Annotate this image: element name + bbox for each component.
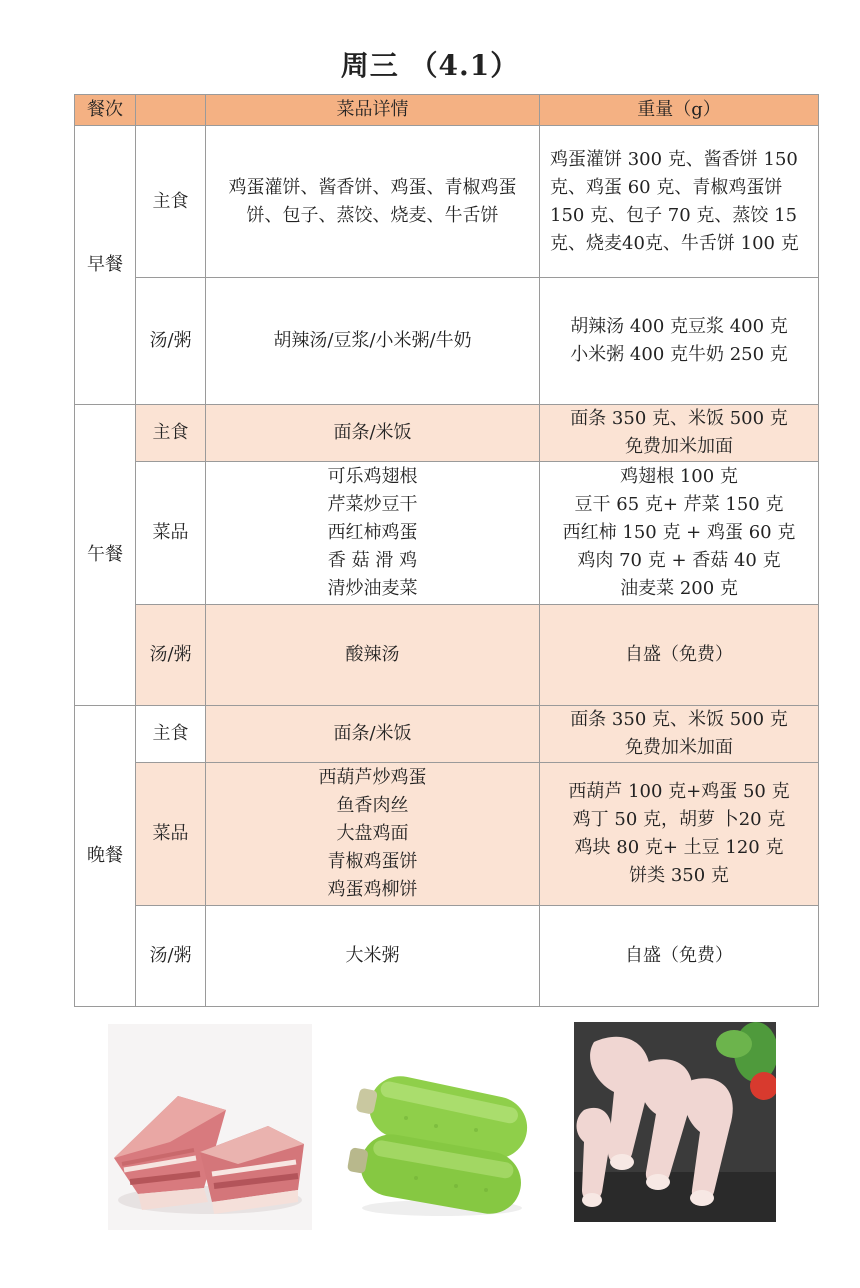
weight-line: 鸡丁 50 克，胡萝 卜20 克 [572, 809, 786, 830]
category-cell: 汤/粥 [136, 906, 206, 1007]
meal-lunch: 午餐 [75, 405, 136, 706]
dish-line: 清炒油麦菜 [327, 578, 418, 599]
weight-line: 克、鸡蛋 60 克、青椒鸡蛋饼 [550, 176, 783, 198]
header-meal: 餐次 [75, 95, 136, 126]
weight-cell [540, 126, 819, 278]
category-cell: 汤/粥 [136, 605, 206, 706]
weight-line: 面条 350 克、米饭 500 克 [570, 408, 788, 429]
weight-line: 胡辣汤 400 克豆浆 400 克 [570, 316, 788, 337]
table-row [75, 405, 819, 462]
table-row [75, 278, 819, 405]
dish-line: 香 菇 滑 鸡 [327, 550, 418, 571]
dish-cell: 大米粥 [206, 906, 540, 1007]
dish-cell [206, 126, 540, 278]
page-title: 周三 （4.1） [340, 49, 520, 82]
zucchini-image [346, 1068, 536, 1218]
category-cell: 主食 [136, 405, 206, 462]
dish-line: 鸡蛋鸡柳饼 [327, 879, 418, 900]
weight-line: 西葫芦 100 克+鸡蛋 50 克 [568, 781, 790, 802]
dish-cell: 面条/米饭 [206, 405, 540, 462]
meal-dinner: 晚餐 [75, 706, 136, 1007]
dish-line: 可乐鸡翅根 [327, 466, 418, 487]
header-category [136, 95, 206, 126]
header-dish: 菜品详情 [206, 95, 540, 126]
dish-line: 西葫芦炒鸡蛋 [318, 767, 427, 788]
weight-cell [540, 462, 819, 605]
dish-cell [206, 462, 540, 605]
table-row [75, 706, 819, 763]
dish-line: 大盘鸡面 [336, 823, 409, 844]
category-cell: 主食 [136, 706, 206, 763]
weight-line: 免费加米加面 [625, 737, 733, 758]
weight-cell: 自盛（免费） [540, 605, 819, 706]
weight-cell [540, 706, 819, 763]
table-row [75, 763, 819, 906]
weight-line: 饼类 350 克 [629, 865, 729, 886]
category-cell: 主食 [136, 126, 206, 278]
weight-line: 小米粥 400 克牛奶 250 克 [570, 344, 788, 365]
weight-line: 面条 350 克、米饭 500 克 [570, 709, 788, 730]
weight-line: 油麦菜 200 克 [620, 578, 738, 599]
header-weight: 重量（g） [540, 95, 819, 126]
dish-line: 青椒鸡蛋饼 [327, 851, 418, 872]
weight-cell [540, 763, 819, 906]
table-row [75, 906, 819, 1007]
weight-cell: 自盛（免费） [540, 906, 819, 1007]
dish-cell [206, 763, 540, 906]
chicken-drumsticks-image [574, 1022, 776, 1222]
menu-table [74, 94, 819, 1007]
header-row [75, 95, 819, 126]
dish-line: 西红柿鸡蛋 [327, 522, 418, 543]
dish-cell: 酸辣汤 [206, 605, 540, 706]
dish-text: 鸡蛋灌饼、酱香饼、鸡蛋、青椒鸡蛋饼、包子、蒸饺、烧麦、牛舌饼 [228, 176, 517, 226]
category-cell: 汤/粥 [136, 278, 206, 405]
meal-breakfast: 早餐 [75, 126, 136, 405]
weight-line: 克、烧麦40克、牛舌饼 100 克 [550, 232, 799, 254]
weight-line: 西红柿 150 克 + 鸡蛋 60 克 [562, 522, 796, 543]
weight-line: 鸡块 80 克+ 土豆 120 克 [574, 837, 784, 858]
weight-cell [540, 278, 819, 405]
table-row [75, 126, 819, 278]
food-photos [0, 1020, 860, 1240]
dish-line: 芹菜炒豆干 [327, 494, 418, 515]
category-cell: 菜品 [136, 462, 206, 605]
table-row [75, 462, 819, 605]
weight-line: 鸡肉 70 克 + 香菇 40 克 [577, 550, 781, 571]
weight-line: 鸡蛋灌饼 300 克、酱香饼 150 [550, 148, 798, 170]
pork-belly-image [108, 1024, 312, 1230]
dish-cell: 面条/米饭 [206, 706, 540, 763]
weight-line: 150 克、包子 70 克、蒸饺 15 [550, 204, 798, 226]
table-row [75, 605, 819, 706]
category-cell: 菜品 [136, 763, 206, 906]
dish-line: 鱼香肉丝 [336, 795, 409, 816]
weight-line: 免费加米加面 [625, 436, 733, 457]
weight-cell [540, 405, 819, 462]
weight-line: 鸡翅根 100 克 [620, 466, 738, 487]
dish-cell: 胡辣汤/豆浆/小米粥/牛奶 [206, 278, 540, 405]
weight-line: 豆干 65 克+ 芹菜 150 克 [574, 494, 784, 515]
